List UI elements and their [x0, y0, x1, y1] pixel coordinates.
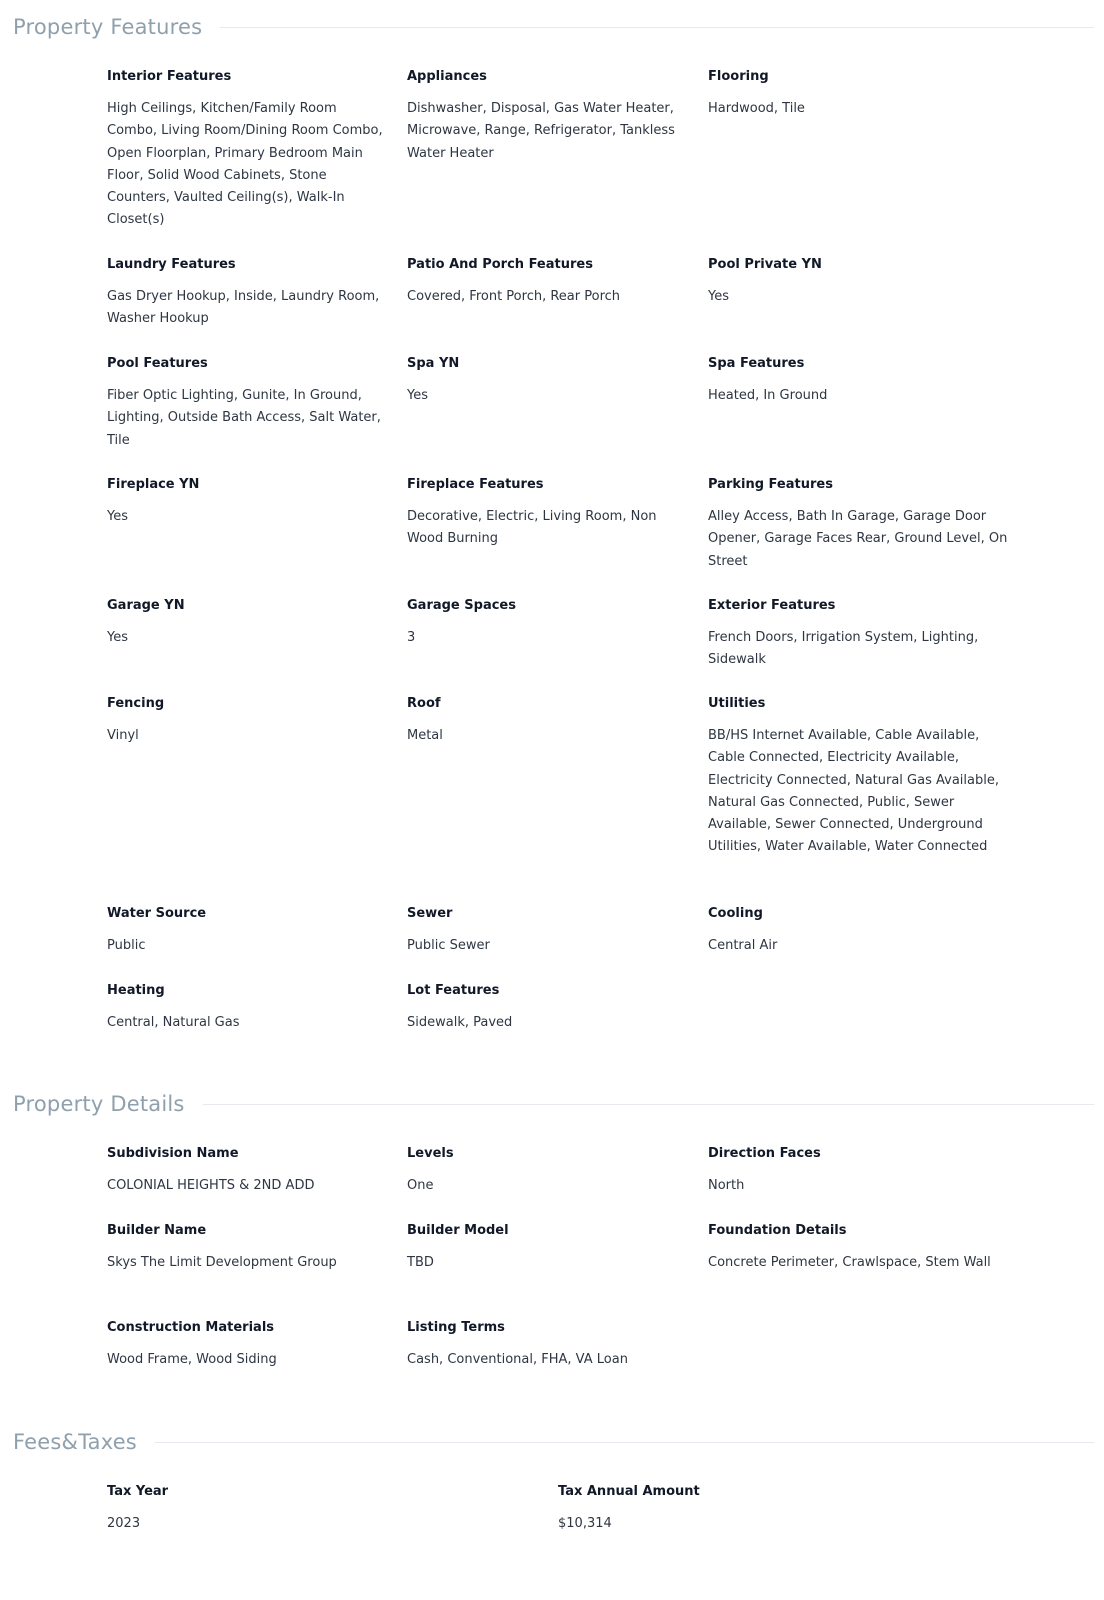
field-value: Cash, Conventional, FHA, VA Loan — [407, 1352, 628, 1367]
field-label: Exterior Features — [708, 598, 836, 613]
field-value: High Ceilings, Kitchen/Family Room Combo, Living Room/Dining Room Combo, Open Floorplan, Primary Bedroom Main Floor, Solid Wood Cabinets, Stone Counters, Vaulted Ceiling(s), Walk-In Closet(s) — [107, 101, 383, 228]
field-label: Construction Materials — [107, 1320, 275, 1335]
field-value: Hardwood, Tile — [708, 101, 805, 116]
field-builder-name — [107, 1223, 387, 1274]
field-value: Wood Frame, Wood Siding — [107, 1352, 277, 1367]
field-value: Fiber Optic Lighting, Gunite, In Ground, Lighting, Outside Bath Access, Salt Water, Tile — [107, 388, 381, 448]
field-patio-porch-features — [407, 257, 687, 308]
field-parking-features — [708, 477, 1008, 573]
section-header — [13, 1427, 1094, 1457]
field-roof — [407, 696, 687, 747]
field-tax-year — [107, 1484, 387, 1535]
field-label: Levels — [407, 1146, 454, 1161]
section-title: Property Features — [13, 15, 203, 39]
field-value: Decorative, Electric, Living Room, Non Wood Burning — [407, 509, 657, 547]
field-label: Pool Features — [107, 356, 208, 371]
field-value: Covered, Front Porch, Rear Porch — [407, 289, 621, 304]
field-label: Utilities — [708, 696, 766, 711]
field-value: 2023 — [107, 1516, 141, 1531]
field-spa-yn — [407, 356, 687, 407]
field-value: Metal — [407, 728, 443, 743]
field-label: Fireplace YN — [107, 477, 200, 492]
field-garage-yn — [107, 598, 387, 649]
field-value: Public — [107, 938, 146, 953]
field-value: Alley Access, Bath In Garage, Garage Door Opener, Garage Faces Rear, Ground Level, On Street — [708, 509, 1008, 569]
field-label: Garage Spaces — [407, 598, 516, 613]
field-label: Fireplace Features — [407, 477, 544, 492]
field-label: Interior Features — [107, 69, 232, 84]
field-lot-features — [407, 983, 687, 1034]
section-divider — [155, 1442, 1094, 1443]
field-label: Listing Terms — [407, 1320, 505, 1335]
field-construction-materials — [107, 1320, 387, 1371]
field-utilities — [708, 696, 1008, 859]
field-label: Fencing — [107, 696, 165, 711]
field-value: Yes — [107, 509, 128, 524]
field-levels — [407, 1146, 687, 1197]
field-pool-features — [107, 356, 387, 452]
field-cooling — [708, 906, 988, 957]
section-title: Fees&Taxes — [13, 1430, 137, 1454]
field-builder-model — [407, 1223, 687, 1274]
field-heating — [107, 983, 387, 1034]
field-value: Yes — [708, 289, 729, 304]
field-direction-faces — [708, 1146, 988, 1197]
field-fireplace-yn — [107, 477, 387, 528]
field-water-source — [107, 906, 387, 957]
field-label: Cooling — [708, 906, 763, 921]
field-label: Tax Year — [107, 1484, 169, 1499]
field-label: Builder Model — [407, 1223, 509, 1238]
field-foundation-details — [708, 1223, 1008, 1274]
field-label: Direction Faces — [708, 1146, 821, 1161]
field-value: Gas Dryer Hookup, Inside, Laundry Room, Washer Hookup — [107, 289, 380, 327]
field-value: Concrete Perimeter, Crawlspace, Stem Wall — [708, 1255, 991, 1270]
field-label: Pool Private YN — [708, 257, 822, 272]
field-label: Laundry Features — [107, 257, 236, 272]
section-header — [13, 1089, 1094, 1119]
field-value: $10,314 — [558, 1516, 612, 1531]
section-divider — [220, 27, 1094, 28]
field-value: Sidewalk, Paved — [407, 1015, 513, 1030]
field-value: Yes — [407, 388, 428, 403]
field-label: Spa YN — [407, 356, 460, 371]
field-garage-spaces — [407, 598, 687, 649]
field-value: 3 — [407, 630, 416, 645]
field-label: Appliances — [407, 69, 487, 84]
field-label: Lot Features — [407, 983, 500, 998]
field-listing-terms — [407, 1320, 687, 1371]
field-label: Foundation Details — [708, 1223, 847, 1238]
field-appliances — [407, 69, 687, 165]
field-value: Dishwasher, Disposal, Gas Water Heater, Microwave, Range, Refrigerator, Tankless Water Heater — [407, 101, 675, 161]
field-label: Flooring — [708, 69, 769, 84]
field-value: Vinyl — [107, 728, 139, 743]
field-label: Patio And Porch Features — [407, 257, 593, 272]
section-divider — [203, 1104, 1094, 1105]
field-value: Central Air — [708, 938, 778, 953]
field-label: Sewer — [407, 906, 453, 921]
field-value: Yes — [107, 630, 128, 645]
field-label: Heating — [107, 983, 165, 998]
field-value: North — [708, 1178, 745, 1193]
field-label: Roof — [407, 696, 441, 711]
field-value: COLONIAL HEIGHTS & 2ND ADD — [107, 1178, 315, 1193]
field-interior-features — [107, 69, 387, 232]
field-value: Central, Natural Gas — [107, 1015, 240, 1030]
field-value: BB/HS Internet Available, Cable Available, Cable Connected, Electricity Available, Electricity Connected, Natural Gas Available, Natural Gas Connected, Public, Sewer Available, Sewer Connected, Underground Utilities, Water Available, Water Connected — [708, 728, 999, 855]
field-value: Heated, In Ground — [708, 388, 828, 403]
field-fencing — [107, 696, 387, 747]
field-value: TBD — [407, 1255, 434, 1270]
field-value: French Doors, Irrigation System, Lighting, Sidewalk — [708, 630, 979, 668]
field-sewer — [407, 906, 687, 957]
field-value: Public Sewer — [407, 938, 490, 953]
field-label: Builder Name — [107, 1223, 207, 1238]
field-value: Skys The Limit Development Group — [107, 1255, 337, 1270]
field-flooring — [708, 69, 988, 120]
field-label: Tax Annual Amount — [558, 1484, 700, 1499]
field-label: Water Source — [107, 906, 207, 921]
field-subdivision-name — [107, 1146, 387, 1197]
field-label: Spa Features — [708, 356, 805, 371]
field-pool-private-yn — [708, 257, 988, 308]
section-title: Property Details — [13, 1092, 185, 1116]
field-value: One — [407, 1178, 434, 1193]
section-header — [13, 12, 1094, 42]
field-fireplace-features — [407, 477, 687, 551]
field-label: Garage YN — [107, 598, 185, 613]
field-spa-features — [708, 356, 988, 407]
field-laundry-features — [107, 257, 387, 331]
field-label: Subdivision Name — [107, 1146, 239, 1161]
field-label: Parking Features — [708, 477, 833, 492]
field-exterior-features — [708, 598, 1008, 672]
field-tax-annual-amount — [558, 1484, 838, 1535]
